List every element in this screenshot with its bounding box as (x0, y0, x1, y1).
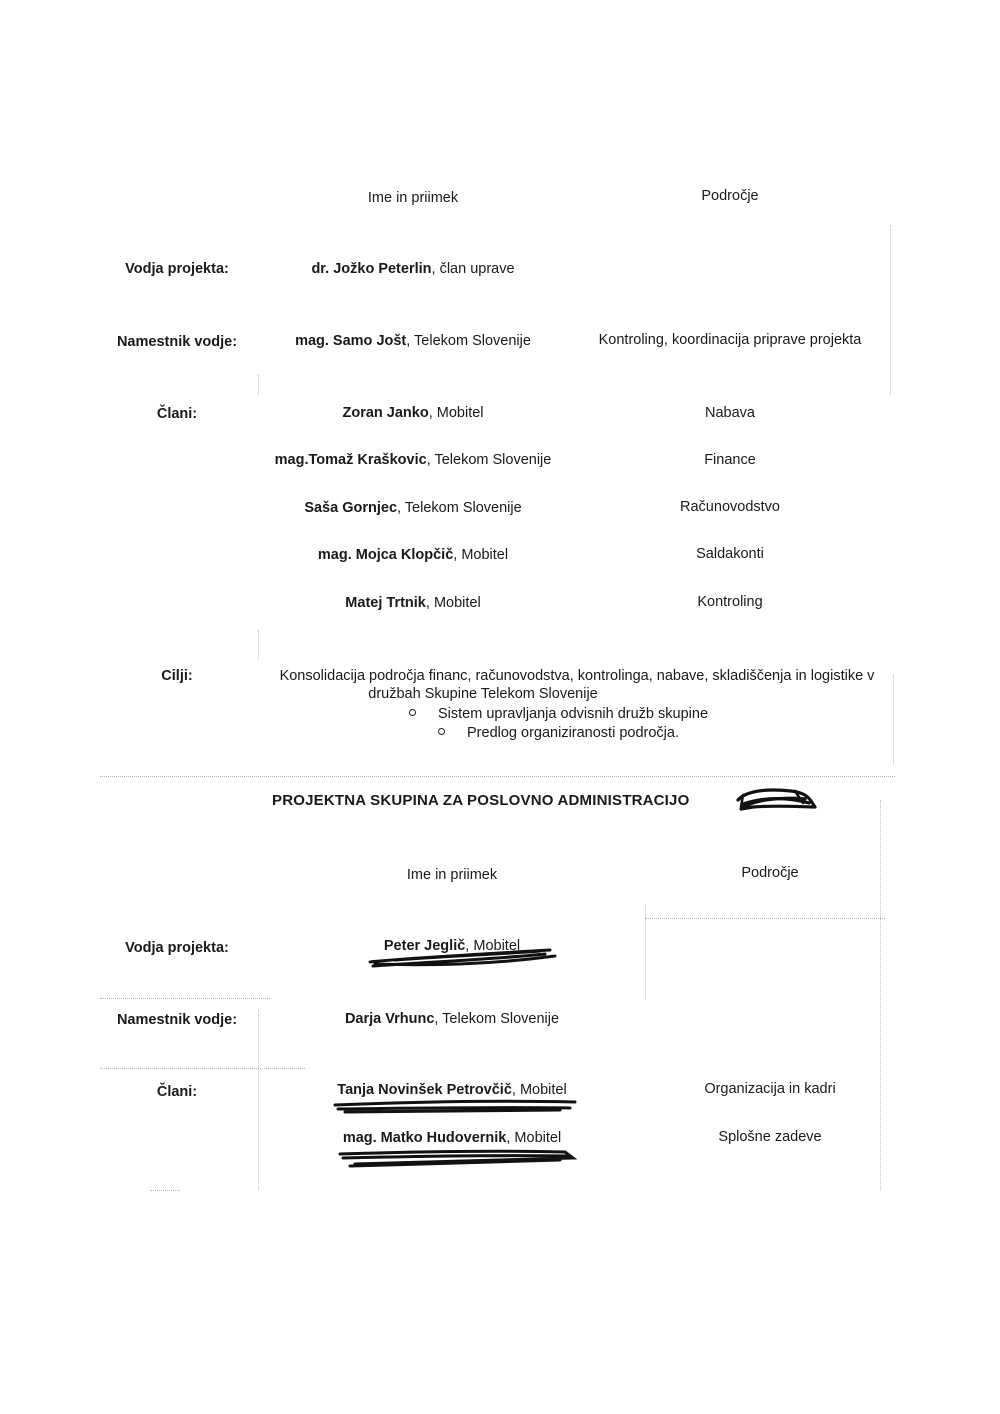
section-title: PROJEKTNA SKUPINA ZA POSLOVNO ADMINISTRACIJO (272, 792, 690, 809)
bullet-icon (409, 709, 416, 716)
person-organization: , Mobitel (425, 595, 481, 611)
redaction-scribble-icon (330, 1096, 585, 1116)
bullet-text: Sistem upravljanja odvisnih družb skupine (438, 706, 709, 722)
area-column-header: Področje (701, 188, 759, 204)
redaction-scribble-icon (733, 785, 818, 815)
deputy-leader-label: Namestnik vodje: (116, 1012, 238, 1028)
goals-text-line2: družbah Skupine Telekom Slovenije (368, 686, 598, 702)
member-entry (343, 1129, 561, 1147)
area-column-header: Področje (741, 865, 799, 881)
person-organization: , Mobitel (465, 938, 521, 954)
deputy-leader-label: Namestnik vodje: (116, 334, 238, 350)
bullet-icon (438, 728, 445, 735)
person-organization: , član uprave (431, 261, 515, 277)
member-entry (318, 546, 508, 564)
person-organization: , Telekom Slovenije (406, 333, 531, 349)
person-organization: , Telekom Slovenije (426, 452, 552, 468)
scan-dotted-line (880, 800, 881, 1190)
scan-dotted-line (258, 630, 259, 660)
scan-dotted-line (890, 225, 891, 395)
person-organization: , Telekom Slovenije (397, 500, 522, 516)
member-entry (345, 594, 480, 612)
bullet-text: Predlog organiziranosti področja. (467, 725, 679, 741)
deputy-leader-entry (345, 1010, 559, 1028)
member-area: Organizacija in kadri (704, 1081, 836, 1097)
person-name: Saša Gornjec (304, 500, 398, 516)
name-column-header: Ime in priimek (367, 190, 459, 206)
goals-text-line1: Konsolidacija področja financ, računovodstva, kontrolinga, nabave, skladiščenja in logistike v (279, 668, 875, 684)
person-organization: , Mobitel (428, 405, 484, 421)
scan-dotted-line (100, 1068, 305, 1069)
person-organization: , Mobitel (511, 1082, 567, 1098)
deputy-leader-area: Kontroling, koordinacija priprave projekta (598, 332, 862, 348)
person-name: Peter Jeglič (383, 938, 466, 954)
person-name: Matej Trtnik (345, 595, 426, 611)
scan-dotted-line (100, 776, 895, 777)
redaction-scribble-icon (365, 946, 560, 970)
goals-bullet-item (438, 724, 679, 742)
member-area: Saldakonti (696, 546, 764, 562)
scan-dotted-line (258, 1010, 259, 1190)
project-leader-entry (311, 260, 514, 278)
members-label: Člani: (156, 406, 198, 422)
person-organization: , Telekom Slovenije (434, 1011, 560, 1027)
scan-dotted-line (645, 905, 646, 1000)
redaction-scribble-icon (335, 1146, 580, 1172)
scan-dotted-line (100, 998, 270, 999)
person-name: Tanja Novinšek Petrovčič (337, 1082, 512, 1098)
goals-label: Cilji: (161, 668, 193, 684)
project-leader-label: Vodja projekta: (125, 940, 229, 956)
members-label: Člani: (156, 1084, 198, 1100)
member-area: Računovodstvo (680, 499, 780, 515)
project-leader-label: Vodja projekta: (125, 261, 229, 277)
scan-dotted-line (150, 1190, 180, 1191)
person-organization: , Mobitel (453, 547, 509, 563)
member-area: Nabava (705, 405, 755, 421)
scan-dotted-line (258, 375, 259, 395)
name-column-header: Ime in priimek (406, 867, 498, 883)
person-name: mag. Matko Hudovernik (342, 1130, 507, 1146)
person-name: mag.Tomaž Kraškovic (274, 452, 427, 468)
deputy-leader-entry (295, 332, 531, 350)
member-entry (304, 499, 521, 517)
member-entry (275, 451, 552, 469)
member-area: Splošne zadeve (718, 1129, 822, 1145)
member-entry (342, 404, 483, 422)
member-area: Finance (704, 452, 756, 468)
person-name: Zoran Janko (342, 405, 429, 421)
goals-bullet-item (409, 705, 708, 723)
scan-dotted-line (645, 918, 885, 919)
person-name: mag. Mojca Klopčič (317, 547, 454, 563)
person-name: Darja Vrhunc (344, 1011, 435, 1027)
member-area: Kontroling (697, 594, 763, 610)
person-organization: , Mobitel (506, 1130, 562, 1146)
person-name: mag. Samo Jošt (295, 333, 407, 349)
person-name: dr. Jožko Peterlin (311, 261, 432, 277)
scan-dotted-line (893, 675, 894, 765)
